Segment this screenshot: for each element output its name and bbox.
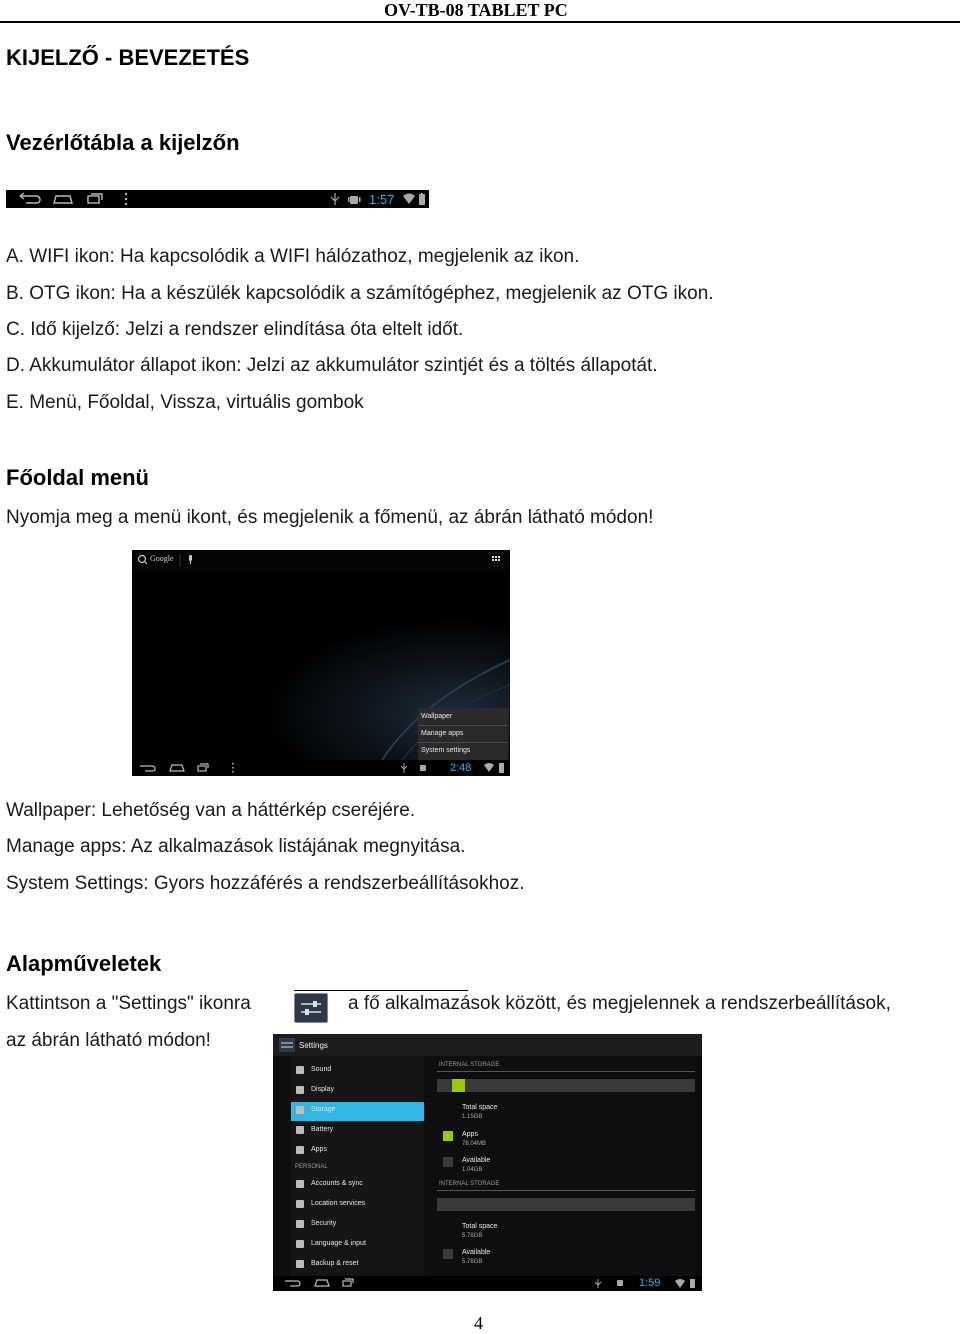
available-value: 1.04GB (462, 1167, 483, 1173)
location-icon (296, 1200, 304, 1208)
home-icon (54, 196, 72, 203)
battery-icon (296, 1126, 304, 1134)
recent-apps-icon (88, 194, 102, 203)
usb-otg-icon (401, 763, 407, 773)
android-debug-icon (348, 196, 361, 204)
menu-item-system-settings[interactable]: System settings (421, 747, 471, 754)
apps-storage-value: 78.04MB (462, 1141, 487, 1147)
home-menu-intro: Nyomja meg a menü ikont, és megjelenik a főmenü, az ábrán látható módon! (6, 507, 654, 528)
settings-title: Settings (299, 1041, 328, 1050)
settings-category-list (291, 1056, 424, 1276)
usb-otg-icon (331, 193, 339, 205)
home-search-bar (132, 550, 510, 572)
home-screen-screenshot (132, 550, 510, 776)
settings-app-icon (294, 993, 328, 1023)
menu-divider (418, 725, 508, 726)
back-icon (140, 766, 155, 771)
total-space-value-2: 5.78GB (462, 1233, 483, 1239)
storage-usage-bar-2 (437, 1198, 695, 1211)
wifi-icon (484, 763, 494, 772)
settings-instruction-after: a fő alkalmazások között, és megjelennek a rendszerbeállítások, (348, 993, 891, 1014)
settings-item-storage[interactable]: Storage (311, 1106, 336, 1113)
settings-status-time: 1:59 (639, 1277, 661, 1289)
display-icon (296, 1086, 304, 1094)
home-icon (170, 765, 184, 771)
storage-usage-fill (452, 1079, 465, 1092)
storage-detail-panel (431, 1056, 699, 1276)
available-color-swatch (443, 1157, 453, 1167)
line-otg: B. OTG ikon: Ha a készülék kapcsolódik a számítógéphez, megjelenik az OTG ikon. (6, 283, 714, 304)
available-label: Available (462, 1157, 491, 1164)
section-title-display-intro: KIJELZŐ - BEVEZETÉS (6, 45, 250, 70)
section-divider (437, 1071, 695, 1072)
back-icon (285, 1281, 300, 1286)
settings-item-display[interactable]: Display (311, 1086, 334, 1093)
total-space-value: 1.15GB (462, 1114, 483, 1120)
section-title-basic-operations: Alapműveletek (6, 951, 162, 976)
total-space-label: Total space (462, 1104, 498, 1111)
header-rule (0, 21, 960, 23)
search-icon (139, 556, 148, 565)
microphone-icon (189, 555, 192, 564)
line-time: C. Idő kijelző: Jelzi a rendszer elindítása óta eltelt időt. (6, 319, 464, 340)
line-wallpaper: Wallpaper: Lehetőség van a háttérkép cseréjére. (6, 800, 416, 821)
line-virtual-buttons: E. Menü, Főoldal, Vissza, virtuális gombok (6, 392, 364, 413)
recent-apps-icon (198, 764, 208, 771)
all-apps-icon (492, 556, 500, 561)
settings-instruction-line2: az ábrán látható módon! (6, 1030, 211, 1051)
section-title-home-menu: Főoldal menü (6, 465, 149, 490)
settings-item-apps[interactable]: Apps (311, 1146, 327, 1153)
menu-dots-icon (232, 763, 234, 773)
home-icon (315, 1280, 329, 1286)
line-system-settings: System Settings: Gyors hozzáférés a rendszerbeállításokhoz. (6, 873, 525, 894)
section-title-control-panel: Vezérlőtábla a kijelzőn (6, 130, 240, 155)
wifi-icon (403, 194, 415, 205)
internal-storage-header: INTERNAL STORAGE (439, 1062, 500, 1068)
menu-item-wallpaper[interactable]: Wallpaper (421, 713, 453, 720)
language-icon (296, 1240, 304, 1248)
status-bar-screenshot (6, 190, 429, 208)
storage-usage-bar (437, 1079, 695, 1092)
menu-dots-icon (125, 193, 127, 205)
settings-icon (279, 1038, 295, 1052)
lock-icon (296, 1220, 304, 1228)
apps-color-swatch (443, 1131, 453, 1141)
back-icon (20, 193, 40, 203)
battery-icon (690, 1279, 695, 1288)
home-status-time: 2:48 (450, 762, 472, 774)
wifi-icon (675, 1279, 685, 1288)
status-time: 1:57 (369, 192, 395, 207)
line-manage-apps: Manage apps: Az alkalmazások listájának megnyitása. (6, 836, 466, 857)
line-battery: D. Akkumulátor állapot ikon: Jelzi az akkumulátor szintjét és a töltés állapotát. (6, 355, 658, 376)
settings-item-language[interactable]: Language & input (311, 1240, 366, 1247)
android-debug-icon (420, 765, 426, 771)
recent-apps-icon (343, 1279, 353, 1286)
settings-item-battery[interactable]: Battery (311, 1126, 334, 1133)
menu-item-manage-apps[interactable]: Manage apps (421, 730, 464, 737)
page-number: 4 (474, 1313, 483, 1333)
settings-item-accounts[interactable]: Accounts & sync (311, 1180, 363, 1187)
sound-icon (296, 1066, 304, 1074)
line-wifi: A. WIFI ikon: Ha kapcsolódik a WIFI hálózathoz, megjelenik az ikon. (6, 246, 580, 267)
title-underline (294, 990, 468, 991)
battery-icon (419, 193, 425, 205)
storage-icon (296, 1106, 304, 1114)
usb-otg-icon (595, 1279, 601, 1288)
settings-item-sound[interactable]: Sound (311, 1066, 332, 1073)
section-divider (437, 1190, 695, 1191)
available-color-swatch-2 (443, 1249, 453, 1259)
available-label-2: Available (462, 1249, 491, 1256)
settings-action-bar (273, 1034, 702, 1056)
settings-item-security[interactable]: Security (311, 1220, 337, 1227)
settings-item-location[interactable]: Location services (311, 1200, 366, 1207)
google-search-label: Google (150, 554, 174, 563)
backup-icon (296, 1260, 304, 1268)
settings-screenshot (273, 1034, 702, 1291)
document-header-title: OV-TB-08 TABLET PC (384, 0, 568, 20)
menu-divider (418, 742, 508, 743)
battery-icon (499, 763, 504, 773)
sync-icon (296, 1180, 304, 1188)
settings-item-backup[interactable]: Backup & reset (311, 1260, 359, 1267)
settings-nav-bar (273, 1276, 702, 1291)
available-value-2: 5.78GB (462, 1259, 483, 1265)
internal-storage-header-2: INTERNAL STORAGE (439, 1181, 500, 1187)
android-debug-icon (617, 1280, 623, 1286)
apps-storage-label: Apps (462, 1131, 478, 1138)
settings-section-personal: PERSONAL (295, 1164, 328, 1170)
total-space-label-2: Total space (462, 1223, 498, 1230)
settings-instruction-before: Kattintson a "Settings" ikonra (6, 993, 251, 1014)
options-menu-popup (418, 708, 508, 760)
apps-icon (296, 1146, 304, 1154)
